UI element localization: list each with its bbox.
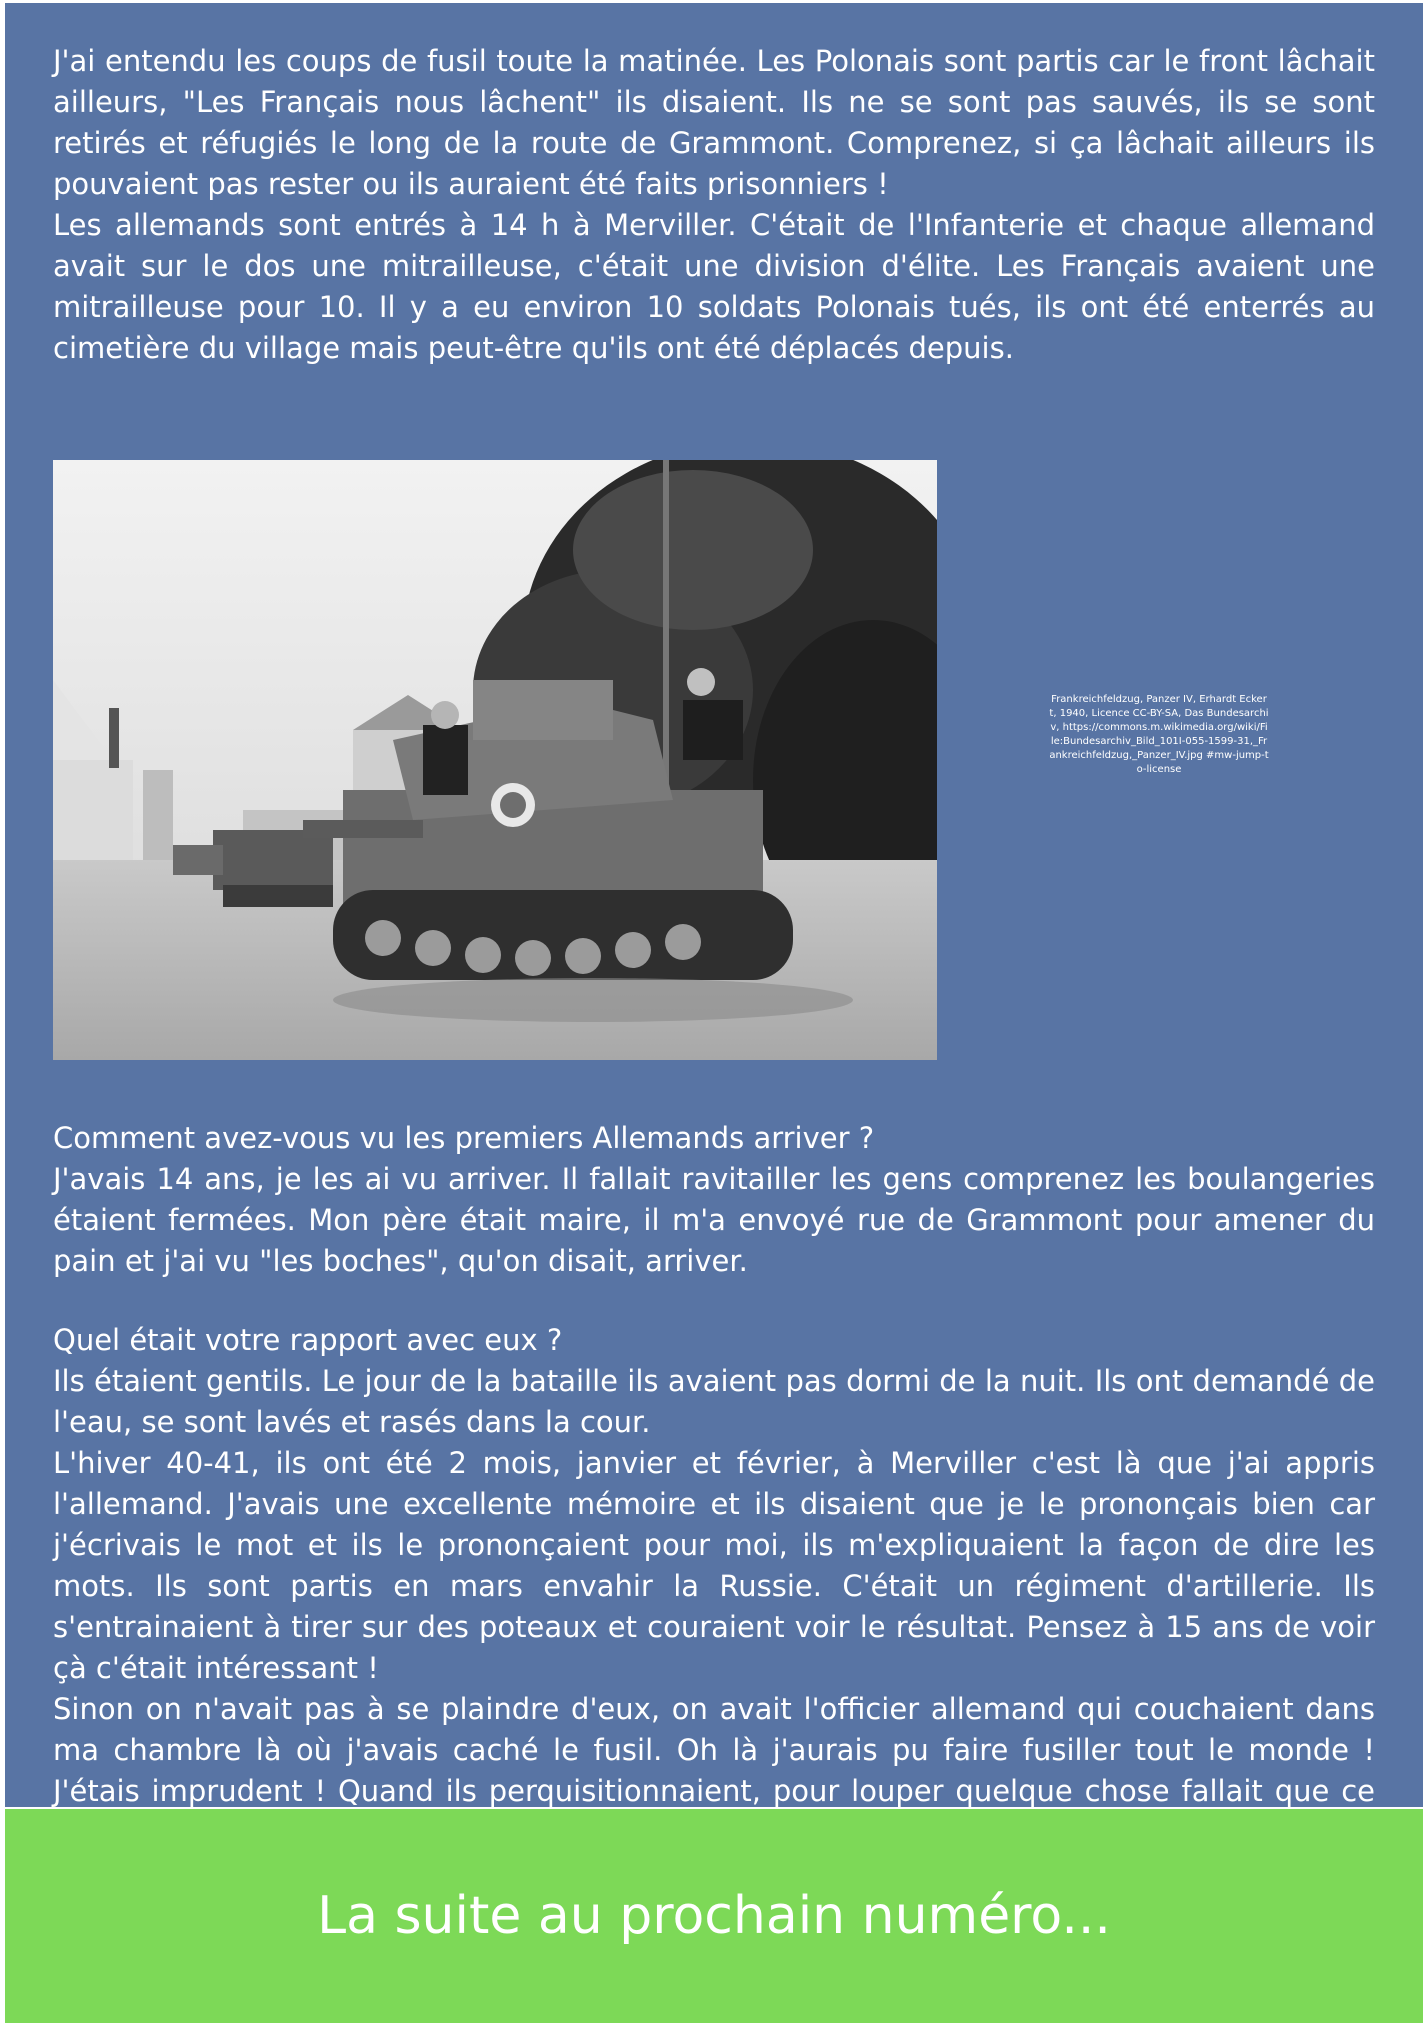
text-line: Les allemands sont entrés à 14 h à Merviller. C'était de l'Infanterie et chaque allemand avait sur le dos une mitrailleuse, c'était une division d'élite. Les Français avaient une mitrailleuse pour 10. Il y a eu environ 10 soldats Polonais tués, ils ont été enterrés au cimetière du village mais peut-être qu'ils ont été déplacés depuis. (53, 208, 1375, 365)
answer-text: L'hiver 40-41, ils ont été 2 mois, janvier et février, à Merviller c'est là que j'ai appris l'allemand. J'avais une excellente mémoire et ils disaient que je le prononçais bien car j'écrivais le mot et ils le prononçaient pour moi, ils m'expliquaient la façon de dire les mots. Ils sont partis en mars envahir la Russie. C'était un régiment d'artillerie. Ils s'entrainaient à tirer sur des poteaux et couraient voir le résultat. Pensez à 15 ans de voir çà c'était intéressant ! (53, 1446, 1375, 1685)
footer-banner (5, 1809, 1423, 2023)
testimony-paragraph-3 (53, 1320, 1375, 1853)
answer-text: J'avais 14 ans, je les ai vu arriver. Il fallait ravitailler les gens comprenez les boulangeries étaient fermées. Mon père était maire, il m'a envoyé rue de Grammont pour amener du pain et j'ai vu "les boches", qu'on disait, arriver. (53, 1162, 1375, 1278)
panzer-photo (53, 460, 937, 1060)
answer-text: Sinon on n'avait pas à se plaindre d'eux, on avait l'officier allemand qui couchaient dans ma chambre là où j'avais caché le fusil. Oh là j'aurais pu faire fusiller tout le monde ! J'étais imprudent ! Quand ils perquisitionnaient, pour louper quelque chose fallait que ce (53, 1692, 1375, 1808)
answer-text: Ils étaient gentils. Le jour de la bataille ils avaient pas dormi de la nuit. Ils ont demandé de l'eau, se sont lavés et rasés dans la cour. (53, 1364, 1375, 1439)
article-panel (5, 3, 1423, 1807)
panzer-photo-illustration (53, 460, 937, 1060)
photo-caption: Frankreichfeldzug, Panzer IV, Erhardt Eckert, 1940, Licence CC-BY-SA, Das Bundesarchiv, https://commons.m.wikimedia.org/wiki/File:Bundesarchiv_Bild_101I-055-1599-31,_Frankreichfeldzug,_Panzer_IV.jpg #mw-jump-to-license (1049, 694, 1269, 775)
continued-next-issue-text: La suite au prochain numéro... (317, 1886, 1111, 1946)
testimony-paragraph-1 (53, 41, 1375, 369)
text-line: J'ai entendu les coups de fusil toute la matinée. Les Polonais sont partis car le front lâchait ailleurs, "Les Français nous lâchent" ils disaient. Ils ne se sont pas sauvés, ils se sont retirés et réfugiés le long de la route de Grammont. Comprenez, si ça lâchait ailleurs ils pouvaient pas rester ou ils auraient été faits prisonniers ! (53, 44, 1375, 201)
question-text: Quel était votre rapport avec eux ? (53, 1323, 563, 1357)
question-text: Comment avez-vous vu les premiers Allemands arriver ? (53, 1121, 875, 1155)
testimony-paragraph-2 (53, 1118, 1375, 1282)
